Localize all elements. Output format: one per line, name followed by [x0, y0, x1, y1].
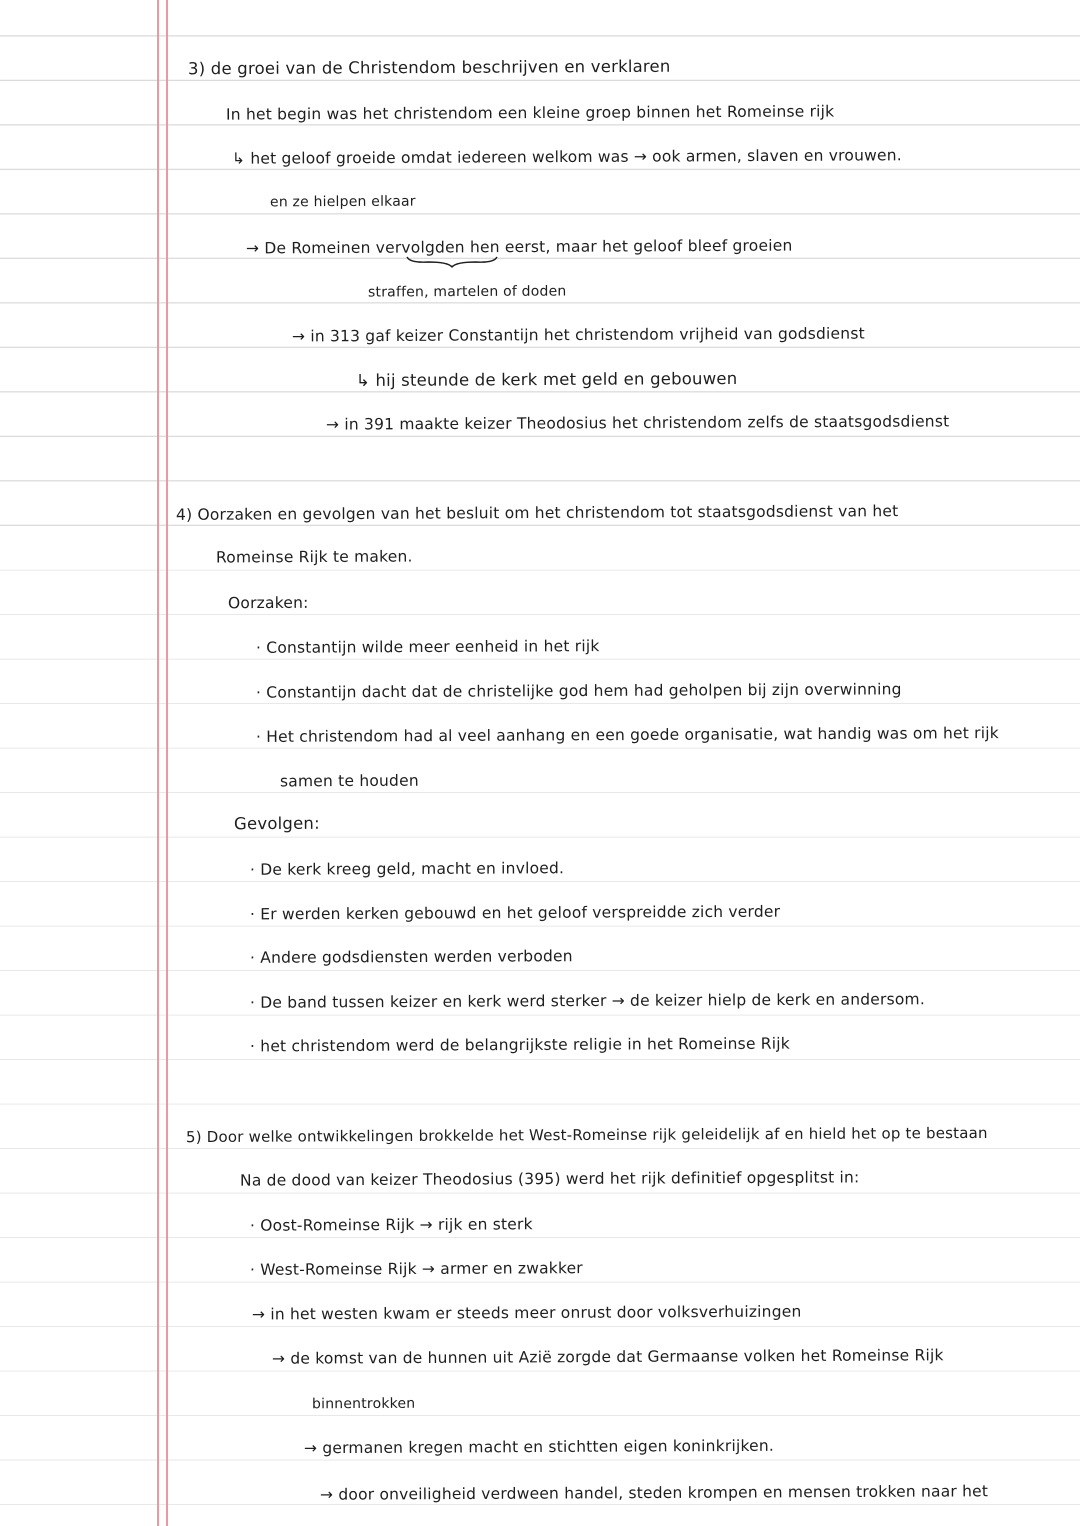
q3-line-5: straffen, martelen of doden [367, 283, 567, 301]
q4-cause-2: · Constantijn dacht dat de christelijke god hem had geholpen bij zijn overwinning [255, 680, 902, 702]
q4-cause-1-text: Constantijn wilde meer eenheid in het rijk [266, 637, 600, 657]
q4-cause-1: · Constantijn wilde meer eenheid in het rijk [255, 637, 600, 657]
q5-line-2: · Oost-Romeinse Rijk → rijk en sterk [249, 1215, 533, 1235]
q3-line-3: en ze hielpen elkaar [269, 193, 416, 211]
q4-effect-5: · het christendom werd de belangrijkste religie in het Romeinse Rijk [249, 1034, 790, 1056]
q4-title-cont: Romeinse Rijk te maken. [215, 547, 413, 567]
q3-line-2: ↳ het geloof groeide omdat iedereen welkom was → ook armen, slaven en vrouwen. [231, 146, 902, 168]
q4-effect-3-text: Andere godsdiensten werden verboden [260, 947, 573, 967]
q3-line-4: → De Romeinen vervolgden hen eerst, maar het geloof bleef groeien [245, 236, 793, 258]
q4-effect-2: · Er werden kerken gebouwd en het geloof verspreidde zich verder [249, 902, 781, 924]
q4-effect-4: · De band tussen keizer en kerk werd sterker → de keizer hielp de kerk en andersom. [249, 990, 926, 1012]
q4-effect-3: · Andere godsdiensten werden verboden [249, 947, 573, 967]
q4-effect-1: · De kerk kreeg geld, macht en invloed. [249, 859, 565, 879]
q4-title: 4) Oorzaken en gevolgen van het besluit om het christendom tot staatsgodsdienst van het [175, 502, 899, 524]
q4-cause-3-cont: samen te houden [279, 771, 419, 791]
q5-line-6: binnentrokken [311, 1395, 416, 1413]
q4-effects-heading: Gevolgen: [233, 813, 320, 834]
underbrace-icon [406, 256, 498, 268]
q4-cause-3-text: Het christendom had al veel aanhang en een goede organisatie, wat handig was om het rijk [266, 724, 999, 746]
q3-title: 3) de groei van de Christendom beschrijven en verklaren [187, 56, 671, 79]
q4-effect-5-text: het christendom werd de belangrijkste religie in het Romeinse Rijk [260, 1034, 790, 1056]
q4-cause-3: · Het christendom had al veel aanhang en een goede organisatie, wat handig was om het rijk [255, 724, 999, 746]
margin-line-outer [157, 0, 159, 1526]
q3-line-8: → in 391 maakte keizer Theodosius het christendom zelfs de staatsgodsdienst [325, 412, 950, 434]
q3-line-6: → in 313 gaf keizer Constantijn het christendom vrijheid van godsdienst [291, 324, 865, 346]
q5-line-8: → door onveiligheid verdween handel, steden krompen en mensen trokken naar het [319, 1482, 989, 1504]
q5-line-1: Na de dood van keizer Theodosius (395) werd het rijk definitief opgesplitst in: [239, 1168, 860, 1190]
q3-line-7: ↳ hij steunde de kerk met geld en gebouwen [355, 369, 738, 390]
q5-title: 5) Door welke ontwikkelingen brokkelde het West-Romeinse rijk geleidelijk af en hield het op te bestaan [185, 1123, 988, 1147]
q4-effect-1-text: De kerk kreeg geld, macht en invloed. [260, 859, 565, 879]
q5-line-4: → in het westen kwam er steeds meer onrust door volksverhuizingen [251, 1302, 802, 1324]
q5-line-3: · West-Romeinse Rijk → armer en zwakker [249, 1259, 583, 1279]
q3-line-1: In het begin was het christendom een kleine groep binnen het Romeinse rijk [225, 102, 835, 124]
q4-cause-2-text: Constantijn dacht dat de christelijke god hem had geholpen bij zijn overwinning [266, 680, 902, 702]
q4-effect-2-text: Er werden kerken gebouwd en het geloof verspreidde zich verder [260, 902, 781, 924]
q5-line-5: → de komst van de hunnen uit Azië zorgde dat Germaanse volken het Romeinse Rijk [271, 1346, 944, 1368]
q5-line-7: → germanen kregen macht en stichtten eigen koninkrijken. [303, 1436, 774, 1458]
q4-effect-4-text: De band tussen keizer en kerk werd sterker → de keizer hielp de kerk en andersom. [260, 990, 926, 1012]
margin-line-inner [166, 0, 168, 1526]
q4-causes-heading: Oorzaken: [227, 593, 309, 613]
